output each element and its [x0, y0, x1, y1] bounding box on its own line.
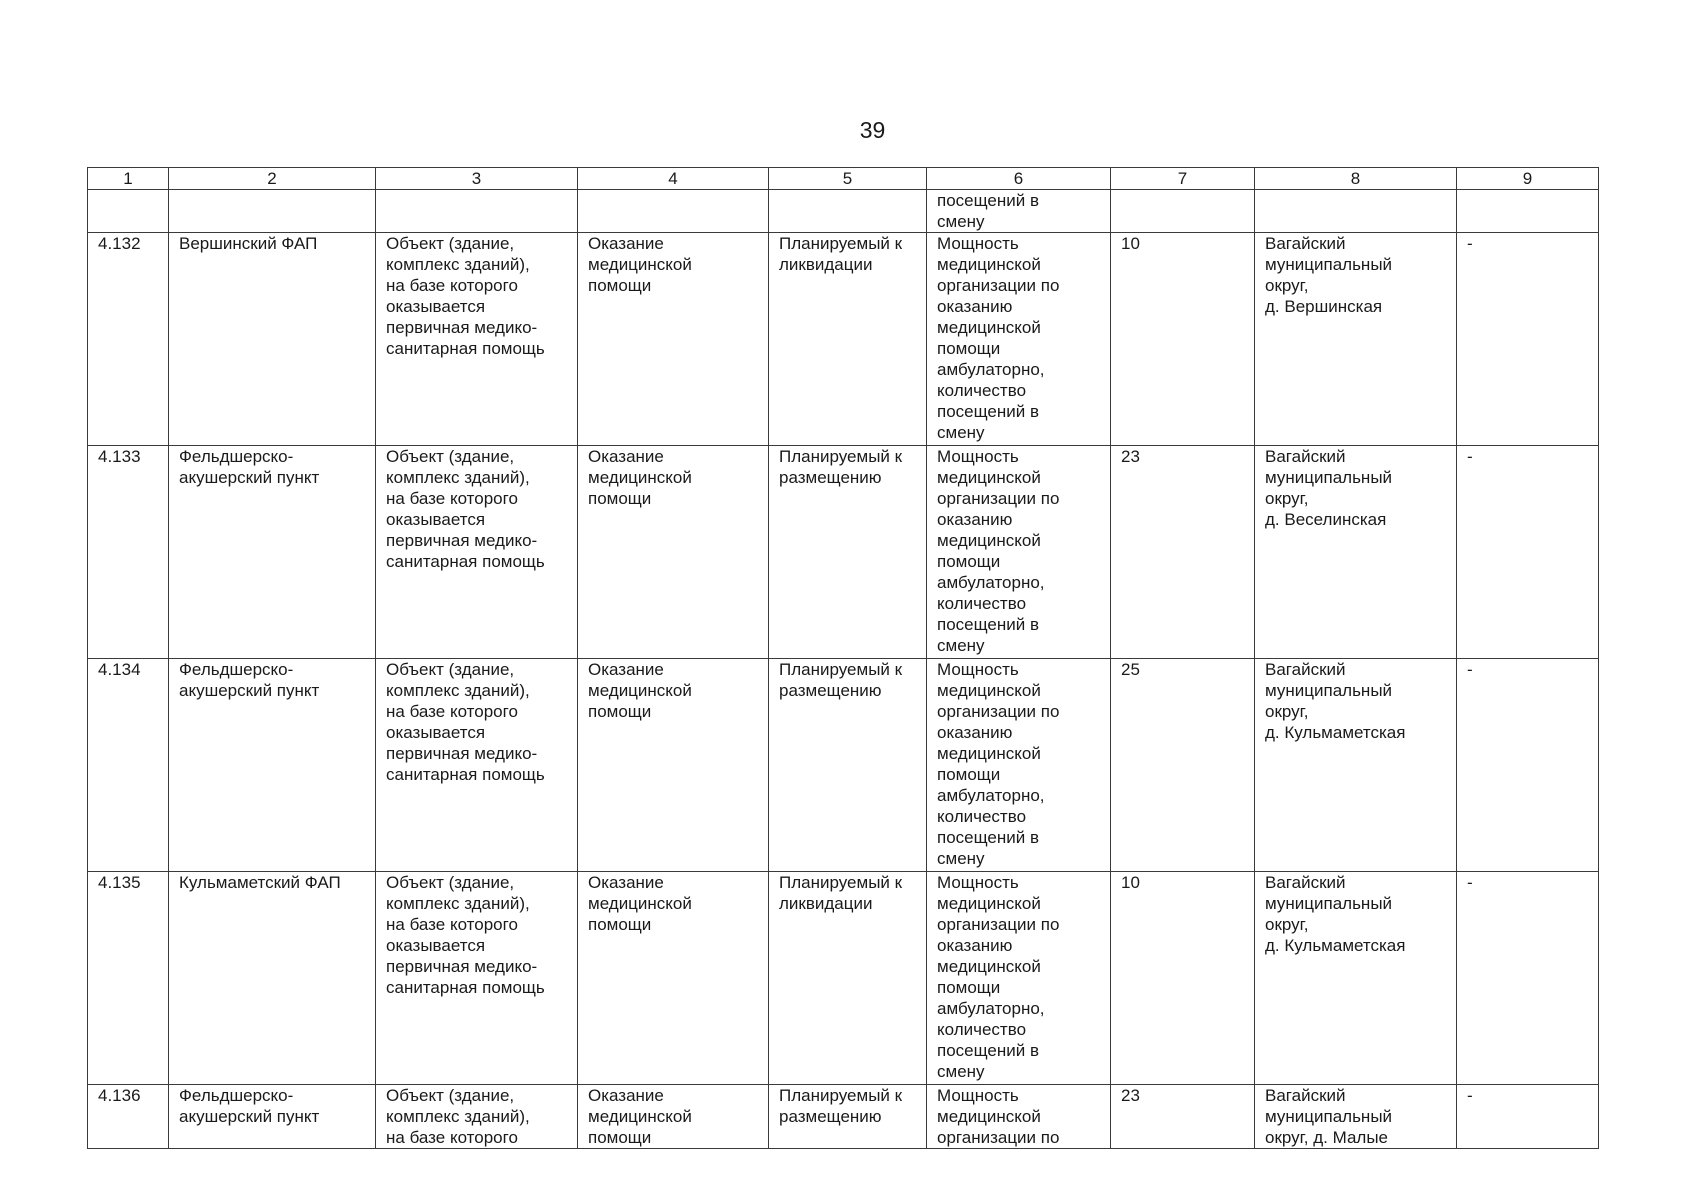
location-cell: Вагайский муниципальный округ, д. Кульмаметская — [1255, 659, 1457, 872]
continuation-row — [88, 190, 1599, 233]
notes-cell — [1457, 190, 1599, 233]
facility-name-cell: Кульмаметский ФАП — [169, 872, 376, 1085]
location-cell: Вагайский муниципальный округ, д. Вершинская — [1255, 233, 1457, 446]
facility-name-cell: Фельдшерско- акушерский пункт — [169, 1085, 376, 1149]
item-number-cell: 4.132 — [88, 233, 169, 446]
column-number: 3 — [376, 168, 578, 190]
column-number: 9 — [1457, 168, 1599, 190]
table-body — [88, 190, 1599, 1149]
facility-name-cell: Фельдшерско- акушерский пункт — [169, 446, 376, 659]
location-cell: Вагайский муниципальный округ, д. Веселинская — [1255, 446, 1457, 659]
status-cell: Планируемый к ликвидации — [769, 233, 927, 446]
purpose-cell — [578, 190, 769, 233]
capacity-description-cell: Мощность медицинской организации по оказанию медицинской помощи амбулаторно, количество посещений в смену — [927, 659, 1111, 872]
location-cell: Вагайский муниципальный округ, д. Малые — [1255, 1085, 1457, 1149]
page-number: 39 — [859, 117, 886, 143]
status-cell — [769, 190, 927, 233]
object-type-cell: Объект (здание, комплекс зданий), на базе которого оказывается первичная медико- санитарная помощь — [376, 446, 578, 659]
location-cell — [1255, 190, 1457, 233]
column-number: 6 — [927, 168, 1111, 190]
status-cell: Планируемый к ликвидации — [769, 872, 927, 1085]
object-type-cell: Объект (здание, комплекс зданий), на базе которого оказывается первичная медико- санитарная помощь — [376, 872, 578, 1085]
item-number-cell: 4.133 — [88, 446, 169, 659]
capacity-description-cell: Мощность медицинской организации по оказанию медицинской помощи амбулаторно, количество посещений в смену — [927, 446, 1111, 659]
facility-name-cell: Вершинский ФАП — [169, 233, 376, 446]
purpose-cell: Оказание медицинской помощи — [578, 659, 769, 872]
capacity-description-cell: Мощность медицинской организации по оказанию медицинской помощи амбулаторно, количество посещений в смену — [927, 233, 1111, 446]
capacity-value-cell — [1111, 190, 1255, 233]
table-row — [88, 233, 1599, 446]
object-type-cell: Объект (здание, комплекс зданий), на базе которого оказывается первичная медико- санитарная помощь — [376, 659, 578, 872]
capacity-description-cell: посещений в смену — [927, 190, 1111, 233]
column-number: 7 — [1111, 168, 1255, 190]
capacity-value-cell: 10 — [1111, 233, 1255, 446]
capacity-value-cell: 25 — [1111, 659, 1255, 872]
column-number: 5 — [769, 168, 927, 190]
table-row — [88, 872, 1599, 1085]
item-number-cell: 4.136 — [88, 1085, 169, 1149]
column-number: 1 — [88, 168, 169, 190]
purpose-cell: Оказание медицинской помощи — [578, 233, 769, 446]
purpose-cell: Оказание медицинской помощи — [578, 1085, 769, 1149]
notes-cell: - — [1457, 446, 1599, 659]
capacity-description-cell: Мощность медицинской организации по оказанию медицинской помощи амбулаторно, количество посещений в смену — [927, 872, 1111, 1085]
table-row — [88, 446, 1599, 659]
notes-cell: - — [1457, 659, 1599, 872]
object-type-cell: Объект (здание, комплекс зданий), на базе которого оказывается первичная медико- санитарная помощь — [376, 233, 578, 446]
status-cell: Планируемый к размещению — [769, 1085, 927, 1149]
status-cell: Планируемый к размещению — [769, 446, 927, 659]
object-type-cell — [376, 190, 578, 233]
facility-name-cell — [169, 190, 376, 233]
item-number-cell: 4.135 — [88, 872, 169, 1085]
purpose-cell: Оказание медицинской помощи — [578, 446, 769, 659]
notes-cell: - — [1457, 1085, 1599, 1149]
capacity-value-cell: 23 — [1111, 446, 1255, 659]
table-row — [88, 1085, 1599, 1149]
notes-cell: - — [1457, 872, 1599, 1085]
column-number-row — [88, 168, 1599, 190]
capacity-value-cell: 23 — [1111, 1085, 1255, 1149]
location-cell: Вагайский муниципальный округ, д. Кульмаметская — [1255, 872, 1457, 1085]
column-number: 4 — [578, 168, 769, 190]
table-row — [88, 659, 1599, 872]
column-number: 2 — [169, 168, 376, 190]
capacity-description-cell: Мощность медицинской организации по — [927, 1085, 1111, 1149]
column-number: 8 — [1255, 168, 1457, 190]
facilities-table — [87, 167, 1599, 1149]
purpose-cell: Оказание медицинской помощи — [578, 872, 769, 1085]
item-number-cell: 4.134 — [88, 659, 169, 872]
object-type-cell: Объект (здание, комплекс зданий), на базе которого — [376, 1085, 578, 1149]
notes-cell: - — [1457, 233, 1599, 446]
item-number-cell — [88, 190, 169, 233]
capacity-value-cell: 10 — [1111, 872, 1255, 1085]
status-cell: Планируемый к размещению — [769, 659, 927, 872]
facility-name-cell: Фельдшерско- акушерский пункт — [169, 659, 376, 872]
